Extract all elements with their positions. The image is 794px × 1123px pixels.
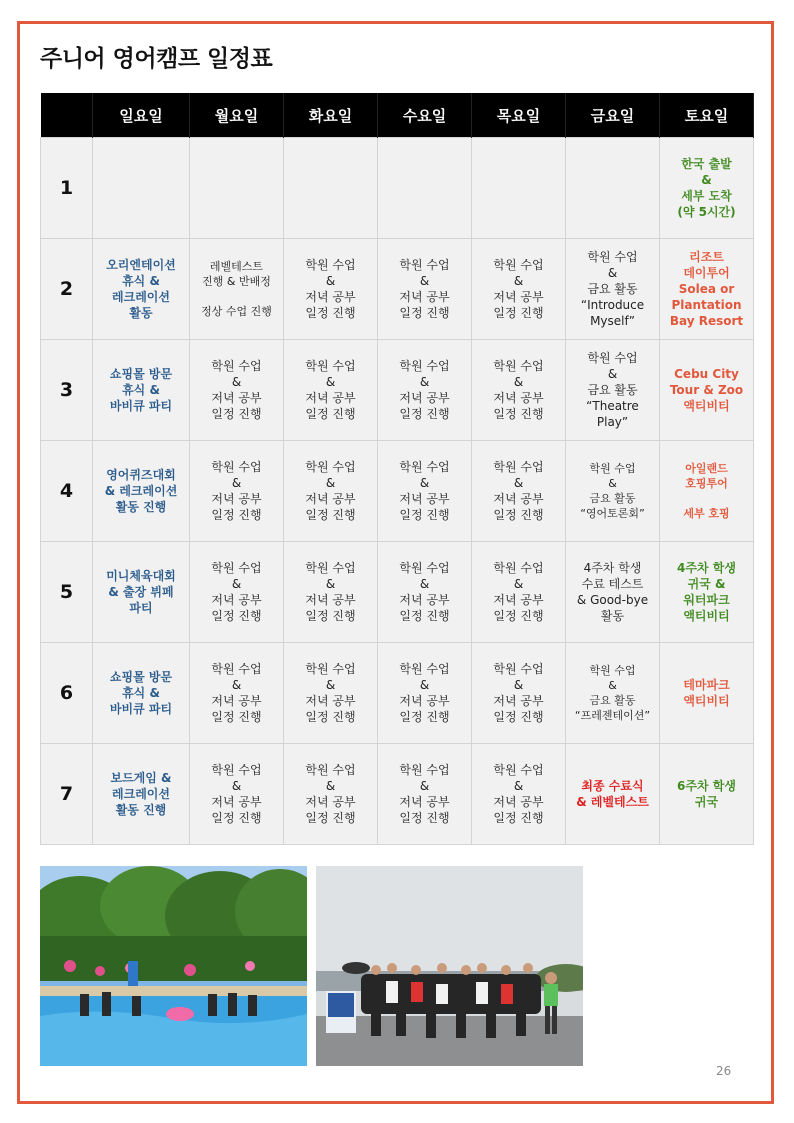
week-number: 5 — [41, 542, 93, 643]
table-row — [41, 239, 754, 340]
table-cell: 학원 수업 & 금요 활동 “Introduce Myself” — [566, 239, 660, 340]
table-cell: 아일랜드 호핑투어 세부 호핑 — [660, 441, 754, 542]
header-row — [41, 93, 754, 138]
table-row — [41, 643, 754, 744]
table-row — [41, 744, 754, 845]
table-cell: 학원 수업 & 저녁 공부 일정 진행 — [284, 340, 378, 441]
table-cell: 미니체육대회 & 출장 뷔페 파티 — [93, 542, 190, 643]
week-number: 1 — [41, 138, 93, 239]
table-cell: 학원 수업 & 저녁 공부 일정 진행 — [472, 744, 566, 845]
table-row — [41, 340, 754, 441]
table-cell: 6주차 학생 귀국 — [660, 744, 754, 845]
table-cell: 레벨테스트 진행 & 반배정 정상 수업 진행 — [190, 239, 284, 340]
table-cell: 학원 수업 & 금요 활동 “Theatre Play” — [566, 340, 660, 441]
table-cell: 학원 수업 & 저녁 공부 일정 진행 — [190, 542, 284, 643]
table-cell — [472, 138, 566, 239]
table-cell — [284, 138, 378, 239]
header-friday: 금요일 — [566, 93, 660, 138]
table-cell: 학원 수업 & 저녁 공부 일정 진행 — [284, 441, 378, 542]
table-row — [41, 138, 754, 239]
table-cell: 학원 수업 & 저녁 공부 일정 진행 — [472, 542, 566, 643]
table-cell: 테마파크 액티비티 — [660, 643, 754, 744]
table-cell: 학원 수업 & 저녁 공부 일정 진행 — [378, 744, 472, 845]
table-cell — [378, 138, 472, 239]
week-number: 7 — [41, 744, 93, 845]
table-cell: 쇼핑몰 방문 휴식 & 바비큐 파티 — [93, 643, 190, 744]
page-title: 주니어 영어캠프 일정표 — [40, 46, 273, 72]
header-monday: 월요일 — [190, 93, 284, 138]
header-tuesday: 화요일 — [284, 93, 378, 138]
group-photo — [316, 866, 583, 1066]
table-cell: 4주차 학생 귀국 & 워터파크 액티비티 — [660, 542, 754, 643]
table-cell: 학원 수업 & 금요 활동 “영어토론회” — [566, 441, 660, 542]
table-cell: 한국 출발 & 세부 도착 (약 5시간) — [660, 138, 754, 239]
table-cell: 보드게임 & 레크레이션 활동 진행 — [93, 744, 190, 845]
schedule-table — [40, 93, 754, 845]
table-cell — [566, 138, 660, 239]
header-saturday: 토요일 — [660, 93, 754, 138]
table-cell: 학원 수업 & 저녁 공부 일정 진행 — [284, 744, 378, 845]
table-cell: 학원 수업 & 저녁 공부 일정 진행 — [472, 643, 566, 744]
week-number: 6 — [41, 643, 93, 744]
table-cell: 리조트 데이투어 Solea or Plantation Bay Resort — [660, 239, 754, 340]
table-cell: 학원 수업 & 저녁 공부 일정 진행 — [472, 441, 566, 542]
week-number: 3 — [41, 340, 93, 441]
table-cell: 영어퀴즈대회 & 레크레이션 활동 진행 — [93, 441, 190, 542]
table-cell: 학원 수업 & 금요 활동 “프레젠테이션” — [566, 643, 660, 744]
table-cell: 4주차 학생 수료 테스트 & Good-bye 활동 — [566, 542, 660, 643]
table-cell: 학원 수업 & 저녁 공부 일정 진행 — [378, 441, 472, 542]
table-cell: Cebu City Tour & Zoo 액티비티 — [660, 340, 754, 441]
week-number: 2 — [41, 239, 93, 340]
table-cell: 학원 수업 & 저녁 공부 일정 진행 — [284, 643, 378, 744]
table-cell: 학원 수업 & 저녁 공부 일정 진행 — [472, 239, 566, 340]
table-cell: 학원 수업 & 저녁 공부 일정 진행 — [378, 340, 472, 441]
header-sunday: 일요일 — [93, 93, 190, 138]
table-cell: 학원 수업 & 저녁 공부 일정 진행 — [378, 643, 472, 744]
table-cell: 최종 수료식 & 레벨테스트 — [566, 744, 660, 845]
table-cell: 학원 수업 & 저녁 공부 일정 진행 — [190, 340, 284, 441]
table-cell: 학원 수업 & 저녁 공부 일정 진행 — [190, 744, 284, 845]
table-cell: 학원 수업 & 저녁 공부 일정 진행 — [378, 239, 472, 340]
table-cell — [190, 138, 284, 239]
table-cell: 쇼핑몰 방문 휴식 & 바비큐 파티 — [93, 340, 190, 441]
table-cell: 학원 수업 & 저녁 공부 일정 진행 — [284, 542, 378, 643]
table-cell: 학원 수업 & 저녁 공부 일정 진행 — [378, 542, 472, 643]
header-blank — [41, 93, 93, 138]
table-cell: 학원 수업 & 저녁 공부 일정 진행 — [472, 340, 566, 441]
table-row — [41, 441, 754, 542]
table-cell: 학원 수업 & 저녁 공부 일정 진행 — [190, 441, 284, 542]
table-cell: 학원 수업 & 저녁 공부 일정 진행 — [284, 239, 378, 340]
table-row — [41, 542, 754, 643]
week-number: 4 — [41, 441, 93, 542]
table-cell — [93, 138, 190, 239]
header-wednesday: 수요일 — [378, 93, 472, 138]
table-cell: 오리엔테이션 휴식 & 레크레이션 활동 — [93, 239, 190, 340]
header-thursday: 목요일 — [472, 93, 566, 138]
pool-photo — [40, 866, 307, 1066]
page-number: 26 — [716, 1064, 732, 1078]
table-cell: 학원 수업 & 저녁 공부 일정 진행 — [190, 643, 284, 744]
